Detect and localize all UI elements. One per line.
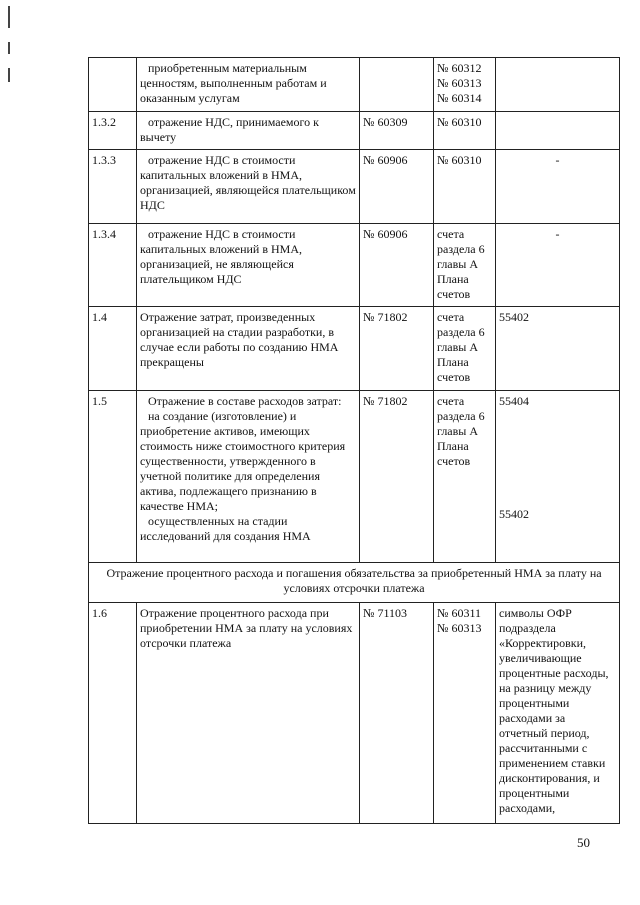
row-code <box>89 58 137 112</box>
row-code: 1.5 <box>89 391 137 563</box>
ofr-symbol: - <box>496 150 620 224</box>
ofr-symbol: 55404 55402 <box>496 391 620 563</box>
ofr-symbol <box>496 112 620 150</box>
row-code: 1.6 <box>89 603 137 824</box>
row-description: отражение НДС в стоимости капитальных вложений в НМА, организацией, являющейся плательщиком НДС <box>137 150 360 224</box>
margin-mark <box>8 42 10 54</box>
row-code: 1.3.2 <box>89 112 137 150</box>
credit-account: счета раздела 6 главы А Плана счетов <box>434 307 496 391</box>
row-code: 1.3.4 <box>89 224 137 307</box>
table-row <box>89 391 620 563</box>
debit-account: № 60906 <box>360 224 434 307</box>
row-description: отражение НДС в стоимости капитальных вложений в НМА, организацией, не являющейся плательщиком НДС <box>137 224 360 307</box>
ofr-symbol <box>496 58 620 112</box>
credit-account: № 60312 № 60313 № 60314 <box>434 58 496 112</box>
row-description: приобретенным материальным ценностям, выполненным работам и оказанным услугам <box>137 58 360 112</box>
table-row <box>89 603 620 824</box>
debit-account <box>360 58 434 112</box>
credit-account: № 60310 <box>434 112 496 150</box>
credit-account: счета раздела 6 главы А Плана счетов <box>434 224 496 307</box>
ofr-symbol: символы ОФР подраздела «Корректировки, увеличивающие процентные расходы, на разницу между процентными расходами за отчетный период, рассчитанными с применением ставки дисконтирования, и процентными расходами, <box>496 603 620 824</box>
credit-account: № 60311 № 60313 <box>434 603 496 824</box>
row-description: отражение НДС, принимаемого к вычету <box>137 112 360 150</box>
credit-account: счета раздела 6 главы А Плана счетов <box>434 391 496 563</box>
row-description: Отражение процентного расхода при приобретении НМА за плату на условиях отсрочки платежа <box>137 603 360 824</box>
row-code: 1.3.3 <box>89 150 137 224</box>
table-row <box>89 307 620 391</box>
table-row <box>89 224 620 307</box>
page-number: 50 <box>577 835 590 850</box>
section-heading: Отражение процентного расхода и погашения обязательства за приобретенный НМА за плату на условиях отсрочки платежа <box>89 563 620 603</box>
debit-account: № 60309 <box>360 112 434 150</box>
table-row <box>89 150 620 224</box>
accounting-entries-table <box>88 57 620 824</box>
debit-account: № 71103 <box>360 603 434 824</box>
margin-mark <box>8 68 10 82</box>
ofr-symbol: - <box>496 224 620 307</box>
table-row <box>89 112 620 150</box>
ofr-symbol: 55402 <box>496 307 620 391</box>
table-row <box>89 58 620 112</box>
margin-mark <box>8 6 10 28</box>
credit-account: № 60310 <box>434 150 496 224</box>
section-heading-row <box>89 563 620 603</box>
row-description: Отражение в составе расходов затрат: на создание (изготовление) и приобретение активов, имеющих стоимость ниже стоимостного критерия существенности, утвержденного в учетной политике для определения актива, подлежащего признанию в качестве НМА; осуществленных на стадии исследований для создания НМА <box>137 391 360 563</box>
debit-account: № 71802 <box>360 391 434 563</box>
debit-account: № 71802 <box>360 307 434 391</box>
debit-account: № 60906 <box>360 150 434 224</box>
row-code: 1.4 <box>89 307 137 391</box>
row-description: Отражение затрат, произведенных организацией на стадии разработки, в случае если работы по созданию НМА прекращены <box>137 307 360 391</box>
